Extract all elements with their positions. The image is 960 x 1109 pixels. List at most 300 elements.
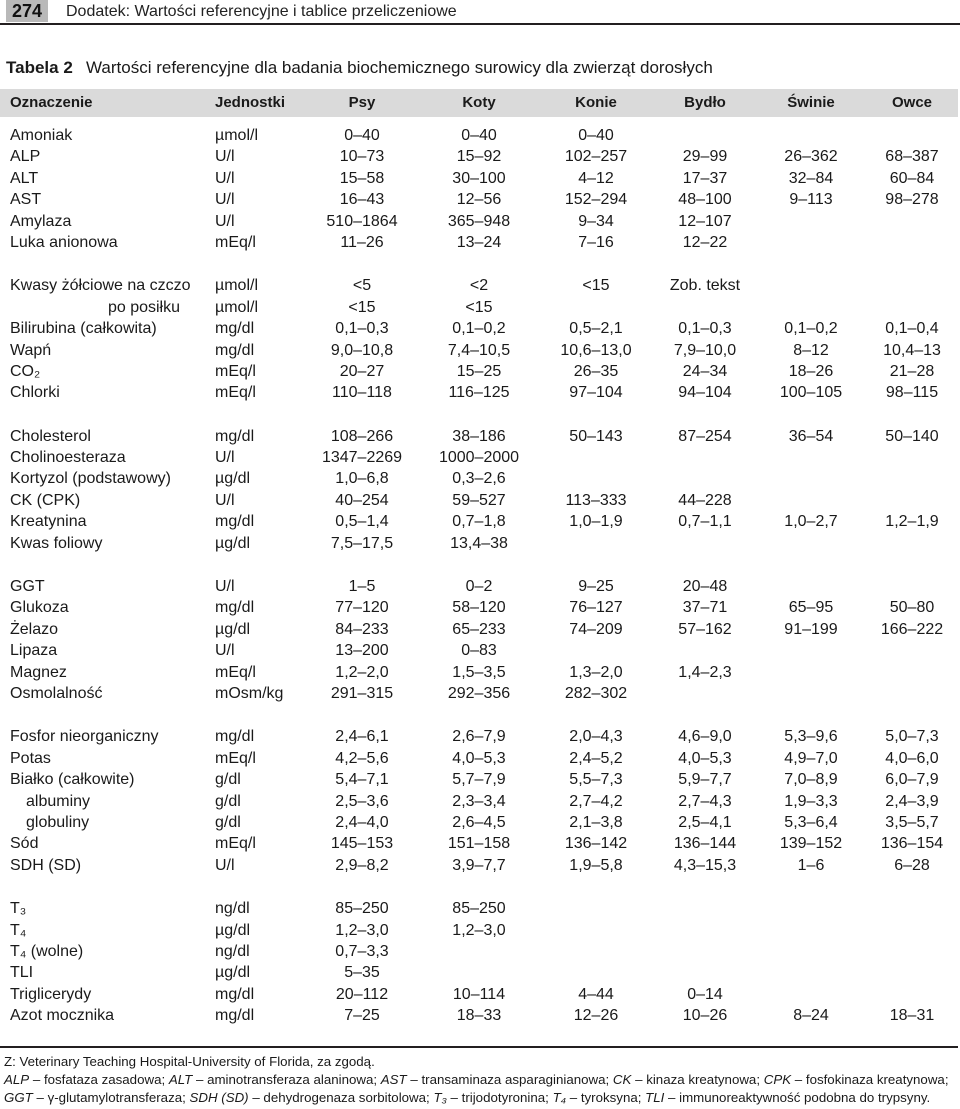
value-cell: 13–24 bbox=[456, 233, 502, 251]
value-cell: 0–40 bbox=[344, 127, 380, 144]
abbreviation-desc: kinaza kreatynowa; bbox=[646, 1072, 761, 1087]
column-header: Koty bbox=[462, 94, 496, 111]
abbreviation-key: T₄ bbox=[552, 1090, 567, 1105]
value-cell: 0–40 bbox=[578, 127, 614, 144]
abbreviation-desc: tyroksyna; bbox=[580, 1090, 642, 1105]
value-cell: 1–6 bbox=[797, 856, 825, 874]
value-cell: 7,0–8,9 bbox=[784, 771, 838, 789]
table-row bbox=[0, 576, 958, 597]
value-cell: 15–25 bbox=[456, 362, 502, 380]
table-row bbox=[0, 726, 958, 747]
abbreviation-item: SDH (SD) – dehydrogenaza sorbitolowa; bbox=[189, 1090, 430, 1105]
table-footer bbox=[0, 1046, 958, 1107]
table-row bbox=[0, 984, 958, 1005]
value-cell: 292–356 bbox=[447, 684, 511, 702]
value-cell: 0–40 bbox=[461, 127, 497, 144]
value-cell: 151–158 bbox=[447, 835, 511, 853]
value-cell: 5–35 bbox=[344, 964, 380, 982]
value-cell: 145–153 bbox=[330, 835, 394, 853]
unit-cell: mg/dl bbox=[215, 985, 255, 1003]
table-row bbox=[0, 941, 958, 962]
value-cell: 50–140 bbox=[885, 427, 939, 445]
source-note: Z: Veterinary Teaching Hospital-University of Florida, za zgodą. bbox=[4, 1054, 375, 1069]
value-cell: 85–250 bbox=[452, 900, 506, 918]
value-cell: 291–315 bbox=[330, 684, 394, 702]
table-row bbox=[0, 146, 958, 167]
column-header: Jednostki bbox=[215, 94, 286, 111]
abbreviation-desc: trijodotyronina; bbox=[461, 1090, 549, 1105]
table-row bbox=[0, 683, 958, 704]
value-cell: 37–71 bbox=[682, 599, 728, 617]
value-cell: 2,7–4,3 bbox=[678, 792, 732, 810]
row-label: T₃ bbox=[10, 900, 27, 918]
abbreviation-desc: fosfokinaza kreatynowa; bbox=[805, 1072, 949, 1087]
value-cell: 94–104 bbox=[678, 384, 732, 402]
table-row bbox=[0, 748, 958, 769]
abbreviation-item: CPK – fosfokinaza kreatynowa; bbox=[763, 1072, 949, 1087]
value-cell: 10,4–13 bbox=[883, 341, 941, 359]
value-cell: 5,3–9,6 bbox=[784, 728, 838, 746]
unit-cell: mEq/l bbox=[215, 835, 256, 853]
page-number: 274 bbox=[6, 0, 48, 22]
page-header bbox=[0, 0, 960, 25]
table-row bbox=[0, 318, 958, 339]
unit-cell: U/l bbox=[215, 148, 235, 166]
row-label: Potas bbox=[10, 749, 51, 767]
value-cell: 4–12 bbox=[578, 169, 614, 187]
row-label: Białko (całkowite) bbox=[10, 771, 135, 789]
row-label: Chlorki bbox=[10, 384, 60, 402]
abbreviation-key: GGT bbox=[4, 1090, 33, 1105]
value-cell: 365–948 bbox=[447, 212, 511, 230]
row-label: AST bbox=[10, 191, 42, 209]
unit-cell: U/l bbox=[215, 578, 235, 596]
value-cell: 84–233 bbox=[335, 620, 389, 638]
value-cell: 50–143 bbox=[569, 427, 623, 445]
value-cell: 0,7–1,1 bbox=[678, 513, 732, 531]
value-cell: 2,4–6,1 bbox=[335, 728, 389, 746]
row-label: Glukoza bbox=[10, 599, 69, 617]
value-cell: 98–278 bbox=[885, 191, 939, 209]
value-cell: 2,9–8,2 bbox=[335, 856, 389, 874]
value-cell: 1,0–2,7 bbox=[784, 513, 838, 531]
table-row bbox=[0, 189, 958, 210]
value-cell: 8–24 bbox=[793, 1007, 829, 1025]
row-group bbox=[0, 576, 958, 704]
value-cell: 2,4–4,0 bbox=[335, 813, 389, 831]
value-cell: 166–222 bbox=[880, 620, 944, 638]
value-cell: 1,4–2,3 bbox=[678, 663, 732, 681]
value-cell: 0–14 bbox=[687, 985, 723, 1003]
value-cell: 0,7–3,3 bbox=[335, 942, 389, 960]
table-row bbox=[0, 297, 958, 318]
value-cell: 20–48 bbox=[682, 578, 728, 596]
value-cell: 18–26 bbox=[788, 362, 834, 380]
value-cell: 5,7–7,9 bbox=[452, 771, 506, 789]
value-cell: 74–209 bbox=[569, 620, 623, 638]
value-cell: 136–142 bbox=[564, 835, 628, 853]
value-cell: 2,4–5,2 bbox=[569, 749, 623, 767]
unit-cell: µg/dl bbox=[215, 534, 251, 552]
table-row bbox=[0, 382, 958, 403]
table-row bbox=[0, 511, 958, 532]
unit-cell: µg/dl bbox=[215, 470, 251, 488]
abbreviation-item: ALP – fosfataza zasadowa; bbox=[4, 1072, 166, 1087]
row-label: Cholinoesteraza bbox=[10, 449, 126, 467]
value-cell: 2,5–3,6 bbox=[335, 792, 389, 810]
value-cell: 16–43 bbox=[339, 191, 385, 209]
value-cell: 7,9–10,0 bbox=[673, 341, 737, 359]
value-cell: 97–104 bbox=[569, 384, 623, 402]
abbreviation-desc: fosfataza zasadowa; bbox=[43, 1072, 166, 1087]
value-cell: 0,3–2,6 bbox=[452, 470, 506, 488]
row-label: Kortyzol (podstawowy) bbox=[10, 470, 171, 488]
value-cell: 87–254 bbox=[678, 427, 732, 445]
value-cell: 50–80 bbox=[889, 599, 935, 617]
value-cell: 91–199 bbox=[784, 620, 838, 638]
value-cell: 98–115 bbox=[885, 384, 939, 402]
unit-cell: mEq/l bbox=[215, 384, 256, 402]
value-cell: 21–28 bbox=[889, 362, 935, 380]
unit-cell: mEq/l bbox=[215, 233, 256, 251]
value-cell: 15–58 bbox=[339, 169, 385, 187]
table-body bbox=[0, 125, 958, 1048]
row-label: Amylaza bbox=[10, 212, 72, 230]
unit-cell: µmol/l bbox=[215, 277, 258, 295]
value-cell: 2,1–3,8 bbox=[569, 813, 623, 831]
row-label: Kreatynina bbox=[10, 513, 87, 531]
value-cell: 13–200 bbox=[335, 642, 389, 660]
value-cell: 1,0–1,9 bbox=[569, 513, 623, 531]
value-cell: 1,2–3,0 bbox=[452, 921, 506, 939]
row-label: Luka anionowa bbox=[10, 233, 118, 251]
column-header: Psy bbox=[348, 94, 376, 111]
unit-cell: mg/dl bbox=[215, 1007, 255, 1025]
value-cell: 5,3–6,4 bbox=[784, 813, 838, 831]
table-row bbox=[0, 1005, 958, 1026]
value-cell: 85–250 bbox=[335, 900, 389, 918]
row-label: Bilirubina (całkowita) bbox=[10, 320, 157, 338]
abbreviation-key: ALT bbox=[168, 1072, 193, 1087]
value-cell: 4,0–5,3 bbox=[452, 749, 506, 767]
row-label: SDH (SD) bbox=[10, 856, 82, 874]
unit-cell: mOsm/kg bbox=[215, 684, 284, 702]
value-cell: 12–107 bbox=[678, 212, 732, 230]
row-label: Żelazo bbox=[10, 620, 59, 638]
table-row bbox=[0, 640, 958, 661]
value-cell: 0,1–0,3 bbox=[335, 320, 389, 338]
value-cell: 20–112 bbox=[335, 985, 389, 1003]
value-cell: 3,9–7,7 bbox=[452, 856, 506, 874]
unit-cell: mg/dl bbox=[215, 728, 255, 746]
value-cell: 0,1–0,2 bbox=[784, 320, 838, 338]
unit-cell: mg/dl bbox=[215, 320, 255, 338]
row-label: Kwasy żółciowe na czczo bbox=[10, 277, 191, 295]
value-cell: 5,9–7,7 bbox=[678, 771, 732, 789]
value-cell: 4,9–7,0 bbox=[784, 749, 838, 767]
unit-cell: ng/dl bbox=[215, 900, 250, 918]
table-row bbox=[0, 426, 958, 447]
row-group bbox=[0, 426, 958, 554]
value-cell: 7,4–10,5 bbox=[447, 341, 511, 359]
row-label: Amoniak bbox=[10, 127, 73, 144]
value-cell: 0–83 bbox=[461, 642, 497, 660]
value-cell: 1,2–2,0 bbox=[335, 663, 389, 681]
value-cell: 116–125 bbox=[448, 384, 510, 402]
value-cell: 1,5–3,5 bbox=[452, 663, 506, 681]
value-cell: 20–27 bbox=[339, 362, 385, 380]
value-cell: Zob. tekst bbox=[669, 277, 741, 295]
row-group bbox=[0, 125, 958, 253]
running-header-title: Dodatek: Wartości referencyjne i tablice przeliczeniowe bbox=[66, 3, 457, 20]
row-label: ALT bbox=[10, 169, 39, 187]
table-row bbox=[0, 920, 958, 941]
value-cell: 0,1–0,2 bbox=[452, 320, 506, 338]
unit-cell: U/l bbox=[215, 449, 235, 467]
abbreviation-item: CK – kinaza kreatynowa; bbox=[612, 1072, 761, 1087]
value-cell: 2,0–4,3 bbox=[569, 728, 623, 746]
value-cell: 9–25 bbox=[578, 578, 614, 596]
value-cell: 38–186 bbox=[452, 427, 506, 445]
row-group bbox=[0, 898, 958, 1026]
unit-cell: mEq/l bbox=[215, 663, 256, 681]
value-cell: 30–100 bbox=[452, 169, 506, 187]
row-label: GGT bbox=[10, 578, 45, 596]
unit-cell: g/dl bbox=[215, 792, 241, 810]
row-label: Azot mocznika bbox=[10, 1007, 115, 1025]
value-cell: 5,0–7,3 bbox=[885, 728, 939, 746]
table-row bbox=[0, 791, 958, 812]
table-row bbox=[0, 340, 958, 361]
table-row bbox=[0, 447, 958, 468]
abbreviation-item: GGT – γ-glutamylotransferaza; bbox=[4, 1090, 186, 1105]
column-header: Oznaczenie bbox=[10, 94, 93, 111]
value-cell: 4–44 bbox=[578, 985, 614, 1003]
value-cell: 11–26 bbox=[340, 233, 384, 251]
value-cell: 510–1864 bbox=[326, 212, 398, 230]
value-cell: 110–118 bbox=[332, 384, 392, 402]
value-cell: <15 bbox=[582, 277, 610, 295]
value-cell: <15 bbox=[465, 298, 493, 316]
abbreviation-key: TLI bbox=[645, 1090, 665, 1105]
abbreviation-item: T₃ – trijodotyronina; bbox=[433, 1090, 549, 1105]
value-cell: 113–333 bbox=[565, 491, 627, 509]
table-caption bbox=[6, 58, 713, 78]
value-cell: 136–154 bbox=[880, 835, 944, 853]
value-cell: 0,5–2,1 bbox=[569, 320, 623, 338]
abbreviation-item: ALT – aminotransferaza alaninowa; bbox=[168, 1072, 378, 1087]
value-cell: 2,3–3,4 bbox=[452, 792, 506, 810]
abbreviation-item: AST – transaminaza asparaginianowa; bbox=[380, 1072, 610, 1087]
value-cell: 68–387 bbox=[885, 148, 939, 166]
value-cell: 65–233 bbox=[452, 620, 506, 638]
abbreviation-key: SDH (SD) bbox=[189, 1090, 249, 1105]
value-cell: 57–162 bbox=[678, 620, 732, 638]
value-cell: 77–120 bbox=[335, 599, 389, 617]
table-row bbox=[0, 619, 958, 640]
row-label: T₄ bbox=[10, 921, 27, 939]
unit-cell: ng/dl bbox=[215, 942, 250, 960]
row-label: Wapń bbox=[10, 341, 52, 359]
value-cell: 10–26 bbox=[682, 1007, 728, 1025]
value-cell: 60–84 bbox=[889, 169, 935, 187]
unit-cell: mg/dl bbox=[215, 341, 255, 359]
unit-cell: g/dl bbox=[215, 771, 241, 789]
value-cell: 10–114 bbox=[452, 985, 506, 1003]
value-cell: 0–2 bbox=[465, 578, 493, 596]
unit-cell: µmol/l bbox=[215, 298, 258, 316]
value-cell: 136–144 bbox=[673, 835, 737, 853]
value-cell: 12–56 bbox=[456, 191, 502, 209]
row-group bbox=[0, 726, 958, 876]
unit-cell: µg/dl bbox=[215, 964, 251, 982]
value-cell: 0,7–1,8 bbox=[452, 513, 506, 531]
table-row bbox=[0, 812, 958, 833]
column-header: Owce bbox=[891, 94, 933, 111]
value-cell: 12–26 bbox=[573, 1007, 619, 1025]
unit-cell: U/l bbox=[215, 491, 235, 509]
value-cell: 5,5–7,3 bbox=[569, 771, 623, 789]
value-cell: 29–99 bbox=[682, 148, 728, 166]
value-cell: 282–302 bbox=[564, 684, 628, 702]
value-cell: 8–12 bbox=[793, 341, 829, 359]
unit-cell: g/dl bbox=[215, 813, 241, 831]
table-row bbox=[0, 490, 958, 511]
value-cell: 2,4–3,9 bbox=[885, 792, 939, 810]
row-label: Fosfor nieorganiczny bbox=[10, 728, 159, 746]
table-label: Tabela 2 bbox=[6, 58, 73, 77]
unit-cell: U/l bbox=[215, 191, 235, 209]
row-label: CK (CPK) bbox=[10, 491, 81, 509]
value-cell: 0,5–1,4 bbox=[335, 513, 389, 531]
table-row bbox=[0, 962, 958, 983]
value-cell: 0,1–0,4 bbox=[885, 320, 939, 338]
value-cell: <2 bbox=[469, 277, 489, 295]
unit-cell: µg/dl bbox=[215, 620, 251, 638]
table-row bbox=[0, 855, 958, 876]
abbreviation-desc: dehydrogenaza sorbitolowa; bbox=[263, 1090, 430, 1105]
table-row bbox=[0, 232, 958, 253]
value-cell: 1,9–3,3 bbox=[784, 792, 838, 810]
value-cell: 100–105 bbox=[779, 384, 843, 402]
unit-cell: U/l bbox=[215, 856, 235, 874]
value-cell: <5 bbox=[352, 277, 372, 295]
column-header: Konie bbox=[575, 94, 617, 111]
value-cell: 1,2–1,9 bbox=[885, 513, 939, 531]
value-cell: 1,2–3,0 bbox=[335, 921, 389, 939]
value-cell: 13,4–38 bbox=[450, 534, 508, 552]
table-row bbox=[0, 597, 958, 618]
value-cell: 4,6–9,0 bbox=[678, 728, 732, 746]
value-cell: 2,5–4,1 bbox=[678, 813, 732, 831]
value-cell: 108–266 bbox=[330, 427, 394, 445]
value-cell: 102–257 bbox=[564, 148, 628, 166]
row-label: T₄ (wolne) bbox=[10, 942, 84, 960]
value-cell: 15–92 bbox=[456, 148, 502, 166]
row-label: Magnez bbox=[10, 663, 67, 681]
value-cell: 2,6–4,5 bbox=[452, 813, 506, 831]
value-cell: 4,0–6,0 bbox=[885, 749, 939, 767]
abbreviation-desc: γ-glutamylotransferaza; bbox=[47, 1090, 186, 1105]
column-header: Bydło bbox=[684, 94, 726, 111]
value-cell: 6,0–7,9 bbox=[885, 771, 939, 789]
unit-cell: U/l bbox=[215, 212, 235, 230]
row-label: TLI bbox=[10, 964, 34, 982]
unit-cell: mg/dl bbox=[215, 599, 255, 617]
unit-cell: U/l bbox=[215, 169, 235, 187]
table-row bbox=[0, 361, 958, 382]
value-cell: 36–54 bbox=[788, 427, 834, 445]
table-row bbox=[0, 833, 958, 854]
value-cell: 1000–2000 bbox=[438, 449, 520, 467]
row-label: globuliny bbox=[26, 813, 90, 831]
value-cell: 26–362 bbox=[784, 148, 838, 166]
value-cell: 0,1–0,3 bbox=[678, 320, 732, 338]
value-cell: 1347–2269 bbox=[321, 449, 403, 467]
table-row bbox=[0, 168, 958, 189]
value-cell: 17–37 bbox=[682, 169, 728, 187]
abbreviation-item: T₄ – tyroksyna; bbox=[552, 1090, 642, 1105]
table-row bbox=[0, 468, 958, 489]
value-cell: 7–16 bbox=[578, 233, 614, 251]
row-label: albuminy bbox=[26, 792, 91, 810]
value-cell: 26–35 bbox=[573, 362, 619, 380]
unit-cell: mg/dl bbox=[215, 513, 255, 531]
table-row bbox=[0, 211, 958, 232]
value-cell: 18–33 bbox=[456, 1007, 502, 1025]
table-row bbox=[0, 662, 958, 683]
unit-cell: µg/dl bbox=[215, 921, 251, 939]
abbreviation-key: ALP bbox=[4, 1072, 30, 1087]
value-cell: 76–127 bbox=[569, 599, 623, 617]
value-cell: 58–120 bbox=[452, 599, 506, 617]
row-label: Osmolalność bbox=[10, 684, 103, 702]
value-cell: 9–34 bbox=[578, 212, 614, 230]
row-group bbox=[0, 275, 958, 403]
value-cell: 9,0–10,8 bbox=[330, 341, 394, 359]
value-cell: 10–73 bbox=[339, 148, 385, 166]
value-cell: 4,3–15,3 bbox=[673, 856, 737, 874]
value-cell: 24–34 bbox=[682, 362, 728, 380]
value-cell: 7–25 bbox=[344, 1007, 380, 1025]
value-cell: 4,2–5,6 bbox=[335, 749, 389, 767]
value-cell: 2,6–7,9 bbox=[452, 728, 506, 746]
table-row bbox=[0, 533, 958, 554]
value-cell: 40–254 bbox=[335, 491, 389, 509]
value-cell: 7,5–17,5 bbox=[330, 534, 394, 552]
value-cell: 48–100 bbox=[678, 191, 732, 209]
table-row bbox=[0, 125, 958, 146]
abbreviation-desc: transaminaza asparaginianowa; bbox=[421, 1072, 610, 1087]
table-row bbox=[0, 275, 958, 296]
unit-cell: µmol/l bbox=[215, 127, 258, 144]
value-cell: 1,9–5,8 bbox=[569, 856, 623, 874]
abbreviation-key: T₃ bbox=[433, 1090, 447, 1105]
value-cell: 1–5 bbox=[348, 578, 376, 596]
abbreviations-list bbox=[0, 1071, 958, 1107]
row-label: Kwas foliowy bbox=[10, 534, 103, 552]
abbreviation-key: CK bbox=[612, 1072, 632, 1087]
value-cell: 1,0–6,8 bbox=[335, 470, 389, 488]
abbreviation-desc: immunoreaktywność podobna do trypsyny. bbox=[679, 1090, 931, 1105]
value-cell: 6–28 bbox=[894, 856, 930, 874]
unit-cell: mg/dl bbox=[215, 427, 255, 445]
abbreviation-item: TLI – immunoreaktywność podobna do trypsyny. bbox=[645, 1090, 931, 1105]
value-cell: 44–228 bbox=[678, 491, 732, 509]
row-label: po posiłku bbox=[107, 298, 180, 316]
row-label: Sód bbox=[10, 835, 39, 853]
abbreviation-desc: aminotransferaza alaninowa; bbox=[207, 1072, 378, 1087]
